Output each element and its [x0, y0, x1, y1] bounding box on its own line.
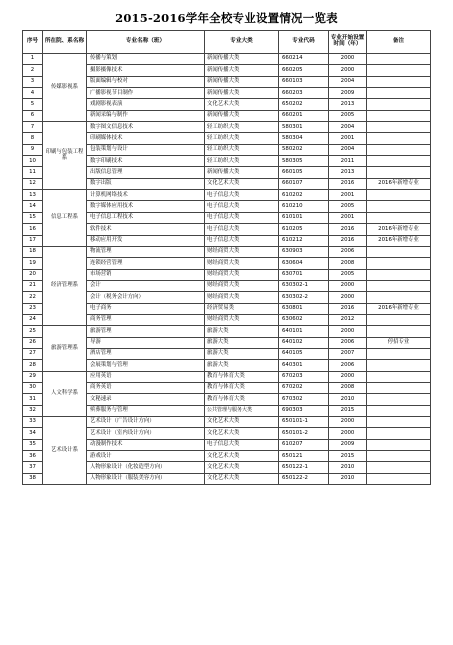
row-note	[367, 246, 431, 257]
major-category: 财经商贸大类	[205, 258, 279, 269]
major-code: 650122-1	[279, 462, 329, 473]
row-index: 10	[23, 156, 43, 167]
major-name: 会展策划与管理	[87, 360, 205, 371]
major-code: 610207	[279, 439, 329, 450]
row-index: 35	[23, 439, 43, 450]
major-name: 会计（税务会计方向）	[87, 292, 205, 303]
major-code: 640101	[279, 326, 329, 337]
major-code: 690303	[279, 405, 329, 416]
major-code: 610212	[279, 235, 329, 246]
row-note	[367, 451, 431, 462]
row-note: 2016年新增专业	[367, 303, 431, 314]
department-name: 经济管理系	[43, 246, 87, 325]
row-index: 16	[23, 224, 43, 235]
major-category: 文化艺术大类	[205, 462, 279, 473]
department-name: 艺术设计系	[43, 417, 87, 485]
row-index: 7	[23, 122, 43, 133]
major-code: 660107	[279, 178, 329, 189]
major-code: 660105	[279, 167, 329, 178]
row-index: 26	[23, 337, 43, 348]
row-note: 停招专业	[367, 337, 431, 348]
major-name: 人物形象设计（服装美容方向）	[87, 473, 205, 484]
major-category: 经济贸易类	[205, 303, 279, 314]
row-index: 11	[23, 167, 43, 178]
major-code: 640301	[279, 360, 329, 371]
table-row	[23, 54, 431, 65]
start-year: 2010	[329, 462, 367, 473]
start-year: 2000	[329, 326, 367, 337]
row-index: 19	[23, 258, 43, 269]
row-index: 15	[23, 212, 43, 223]
row-note: 2016年新增专业	[367, 178, 431, 189]
major-name: 戏剧影视表演	[87, 99, 205, 110]
major-category: 文化艺术大类	[205, 451, 279, 462]
major-code: 580304	[279, 133, 329, 144]
major-name: 数字出版	[87, 178, 205, 189]
start-year: 2010	[329, 394, 367, 405]
table-row	[23, 190, 431, 201]
major-category: 财经商贸大类	[205, 314, 279, 325]
major-category: 轻工纺织大类	[205, 156, 279, 167]
row-note	[367, 394, 431, 405]
major-category: 教育与体育大类	[205, 382, 279, 393]
start-year: 2006	[329, 360, 367, 371]
major-category: 文化艺术大类	[205, 99, 279, 110]
row-note	[367, 99, 431, 110]
major-category: 文化艺术大类	[205, 473, 279, 484]
major-name: 殡葬服务与管理	[87, 405, 205, 416]
row-note	[367, 76, 431, 87]
row-index: 6	[23, 110, 43, 121]
major-category: 文化艺术大类	[205, 178, 279, 189]
row-index: 1	[23, 54, 43, 65]
row-note	[367, 417, 431, 428]
start-year: 2000	[329, 428, 367, 439]
major-category: 财经商贸大类	[205, 292, 279, 303]
row-index: 13	[23, 190, 43, 201]
major-code: 670302	[279, 394, 329, 405]
row-note	[367, 133, 431, 144]
header-code: 专业代码	[279, 31, 329, 54]
row-index: 17	[23, 235, 43, 246]
major-code: 660203	[279, 88, 329, 99]
start-year: 2000	[329, 65, 367, 76]
start-year: 2012	[329, 314, 367, 325]
major-name: 酒店管理	[87, 348, 205, 359]
row-index: 18	[23, 246, 43, 257]
major-category: 电子信息大类	[205, 235, 279, 246]
start-year: 2006	[329, 246, 367, 257]
row-note	[367, 280, 431, 291]
start-year: 2000	[329, 54, 367, 65]
major-name: 出版信息管理	[87, 167, 205, 178]
major-category: 新闻传播大类	[205, 167, 279, 178]
major-name: 电子信息工程技术	[87, 212, 205, 223]
major-category: 文化艺术大类	[205, 417, 279, 428]
major-code: 610210	[279, 201, 329, 212]
major-category: 旅游大类	[205, 337, 279, 348]
major-category: 新闻传播大类	[205, 88, 279, 99]
start-year: 2004	[329, 76, 367, 87]
major-category: 文化艺术大类	[205, 428, 279, 439]
start-year: 2013	[329, 99, 367, 110]
major-name: 动漫制作技术	[87, 439, 205, 450]
major-code: 630302-1	[279, 280, 329, 291]
major-name: 旅游管理	[87, 326, 205, 337]
start-year: 2015	[329, 451, 367, 462]
major-name: 摄影摄像技术	[87, 65, 205, 76]
department-name: 人文科学系	[43, 371, 87, 416]
major-code: 650101-1	[279, 417, 329, 428]
start-year: 2011	[329, 156, 367, 167]
start-year: 2008	[329, 258, 367, 269]
major-name: 传播与策划	[87, 54, 205, 65]
major-name: 会计	[87, 280, 205, 291]
row-note	[367, 439, 431, 450]
major-code: 630302-2	[279, 292, 329, 303]
major-category: 旅游大类	[205, 360, 279, 371]
major-category: 电子信息大类	[205, 201, 279, 212]
row-index: 32	[23, 405, 43, 416]
row-index: 22	[23, 292, 43, 303]
major-name: 数字媒体应用技术	[87, 201, 205, 212]
major-code: 580202	[279, 144, 329, 155]
row-index: 27	[23, 348, 43, 359]
row-note	[367, 167, 431, 178]
major-code: 660205	[279, 65, 329, 76]
row-note	[367, 65, 431, 76]
row-index: 4	[23, 88, 43, 99]
major-name: 包装策划与设计	[87, 144, 205, 155]
row-index: 36	[23, 451, 43, 462]
major-name: 导游	[87, 337, 205, 348]
major-name: 印刷媒体技术	[87, 133, 205, 144]
major-code: 650122-2	[279, 473, 329, 484]
major-category: 教育与体育大类	[205, 371, 279, 382]
row-index: 30	[23, 382, 43, 393]
major-category: 电子信息大类	[205, 224, 279, 235]
row-note: 2016年新增专业	[367, 224, 431, 235]
majors-table	[22, 30, 431, 485]
row-index: 28	[23, 360, 43, 371]
row-index: 20	[23, 269, 43, 280]
row-note: 2016年新增专业	[367, 235, 431, 246]
start-year: 2001	[329, 212, 367, 223]
major-name: 应用英语	[87, 371, 205, 382]
header-note: 备注	[367, 31, 431, 54]
start-year: 2007	[329, 348, 367, 359]
major-name: 艺术设计（广告设计方向）	[87, 417, 205, 428]
row-note	[367, 371, 431, 382]
row-index: 33	[23, 417, 43, 428]
start-year: 2000	[329, 371, 367, 382]
start-year: 2000	[329, 417, 367, 428]
major-name: 新闻采编与制作	[87, 110, 205, 121]
table-row	[23, 371, 431, 382]
major-name: 商务管理	[87, 314, 205, 325]
row-note	[367, 382, 431, 393]
major-category: 电子信息大类	[205, 212, 279, 223]
sheet-title: 2015-2016学年全校专业设置情况一览表	[115, 11, 338, 25]
row-note	[367, 360, 431, 371]
major-category: 公共管理与服务大类	[205, 405, 279, 416]
major-name: 市场营销	[87, 269, 205, 280]
major-name: 计算机网络技术	[87, 190, 205, 201]
major-code: 580305	[279, 156, 329, 167]
major-name: 版面编辑与校对	[87, 76, 205, 87]
row-index: 29	[23, 371, 43, 382]
major-name: 商务英语	[87, 382, 205, 393]
start-year: 2005	[329, 269, 367, 280]
department-name: 传媒影视系	[43, 54, 87, 122]
row-index: 31	[23, 394, 43, 405]
major-category: 财经商贸大类	[205, 269, 279, 280]
major-name: 数字印刷技术	[87, 156, 205, 167]
row-note	[367, 405, 431, 416]
major-name: 移动应用开发	[87, 235, 205, 246]
start-year: 2009	[329, 88, 367, 99]
row-index: 38	[23, 473, 43, 484]
major-code: 630903	[279, 246, 329, 257]
row-index: 24	[23, 314, 43, 325]
major-name: 物流管理	[87, 246, 205, 257]
major-category: 电子信息大类	[205, 439, 279, 450]
major-code: 670202	[279, 382, 329, 393]
row-note	[367, 428, 431, 439]
major-code: 630604	[279, 258, 329, 269]
major-category: 旅游大类	[205, 326, 279, 337]
header-name: 专业名称（班）	[87, 31, 205, 54]
major-name: 游戏设计	[87, 451, 205, 462]
row-note	[367, 54, 431, 65]
start-year: 2001	[329, 133, 367, 144]
row-index: 21	[23, 280, 43, 291]
major-code: 660214	[279, 54, 329, 65]
start-year: 2015	[329, 405, 367, 416]
major-name: 数字图文信息技术	[87, 122, 205, 133]
major-category: 电子信息大类	[205, 190, 279, 201]
department-name: 信息工程系	[43, 190, 87, 247]
major-code: 660201	[279, 110, 329, 121]
table-row	[23, 417, 431, 428]
row-note	[367, 144, 431, 155]
major-category: 轻工纺织大类	[205, 122, 279, 133]
start-year: 2005	[329, 110, 367, 121]
major-category: 旅游大类	[205, 348, 279, 359]
start-year: 2013	[329, 167, 367, 178]
table-body	[23, 54, 431, 485]
start-year: 2006	[329, 337, 367, 348]
department-name: 印刷与包装工程系	[43, 122, 87, 190]
major-code: 610202	[279, 190, 329, 201]
row-index: 2	[23, 65, 43, 76]
major-code: 640105	[279, 348, 329, 359]
row-note	[367, 269, 431, 280]
start-year: 2009	[329, 439, 367, 450]
row-index: 5	[23, 99, 43, 110]
row-index: 8	[23, 133, 43, 144]
start-year: 2001	[329, 190, 367, 201]
major-category: 财经商贸大类	[205, 246, 279, 257]
start-year: 2016	[329, 303, 367, 314]
major-code: 650101-2	[279, 428, 329, 439]
start-year: 2005	[329, 201, 367, 212]
row-note	[367, 314, 431, 325]
major-code: 670203	[279, 371, 329, 382]
major-category: 轻工纺织大类	[205, 133, 279, 144]
row-note	[367, 156, 431, 167]
major-name: 电子商务	[87, 303, 205, 314]
start-year: 2004	[329, 144, 367, 155]
start-year: 2016	[329, 178, 367, 189]
start-year: 2008	[329, 382, 367, 393]
major-code: 650202	[279, 99, 329, 110]
row-note	[367, 88, 431, 99]
major-code: 650121	[279, 451, 329, 462]
start-year: 2016	[329, 235, 367, 246]
start-year: 2000	[329, 292, 367, 303]
major-category: 新闻传播大类	[205, 65, 279, 76]
major-category: 财经商贸大类	[205, 280, 279, 291]
row-note	[367, 190, 431, 201]
major-name: 人物形象设计（化妆造型方向）	[87, 462, 205, 473]
major-code: 660103	[279, 76, 329, 87]
row-index: 14	[23, 201, 43, 212]
row-note	[367, 212, 431, 223]
header-year: 专业开始设置时间（年）	[329, 31, 367, 54]
major-code: 630602	[279, 314, 329, 325]
start-year: 2016	[329, 224, 367, 235]
row-index: 9	[23, 144, 43, 155]
table-row	[23, 326, 431, 337]
major-code: 640102	[279, 337, 329, 348]
major-name: 广播影视节目制作	[87, 88, 205, 99]
row-index: 34	[23, 428, 43, 439]
row-note	[367, 258, 431, 269]
row-index: 37	[23, 462, 43, 473]
row-index: 3	[23, 76, 43, 87]
start-year: 2000	[329, 280, 367, 291]
row-note	[367, 473, 431, 484]
header-idx: 序号	[23, 31, 43, 54]
major-code: 630801	[279, 303, 329, 314]
row-index: 23	[23, 303, 43, 314]
major-name: 连锁经营管理	[87, 258, 205, 269]
major-code: 630701	[279, 269, 329, 280]
table-row	[23, 246, 431, 257]
row-note	[367, 462, 431, 473]
major-category: 新闻传播大类	[205, 110, 279, 121]
major-name: 文秘速录	[87, 394, 205, 405]
major-code: 610205	[279, 224, 329, 235]
major-name: 艺术设计（室内设计方向）	[87, 428, 205, 439]
start-year: 2004	[329, 122, 367, 133]
header-dept: 所在院、系名称	[43, 31, 87, 54]
row-note	[367, 348, 431, 359]
major-name: 软件技术	[87, 224, 205, 235]
row-index: 12	[23, 178, 43, 189]
row-note	[367, 122, 431, 133]
major-code: 610101	[279, 212, 329, 223]
major-category: 新闻传播大类	[205, 76, 279, 87]
major-category: 新闻传播大类	[205, 54, 279, 65]
department-name: 旅游管理系	[43, 326, 87, 371]
header-row	[23, 31, 431, 54]
start-year: 2010	[329, 473, 367, 484]
header-category: 专业大类	[205, 31, 279, 54]
major-code: 580301	[279, 122, 329, 133]
table-row	[23, 122, 431, 133]
row-note	[367, 110, 431, 121]
row-index: 25	[23, 326, 43, 337]
major-category: 轻工纺织大类	[205, 144, 279, 155]
row-note	[367, 326, 431, 337]
row-note	[367, 201, 431, 212]
row-note	[367, 292, 431, 303]
major-category: 教育与体育大类	[205, 394, 279, 405]
